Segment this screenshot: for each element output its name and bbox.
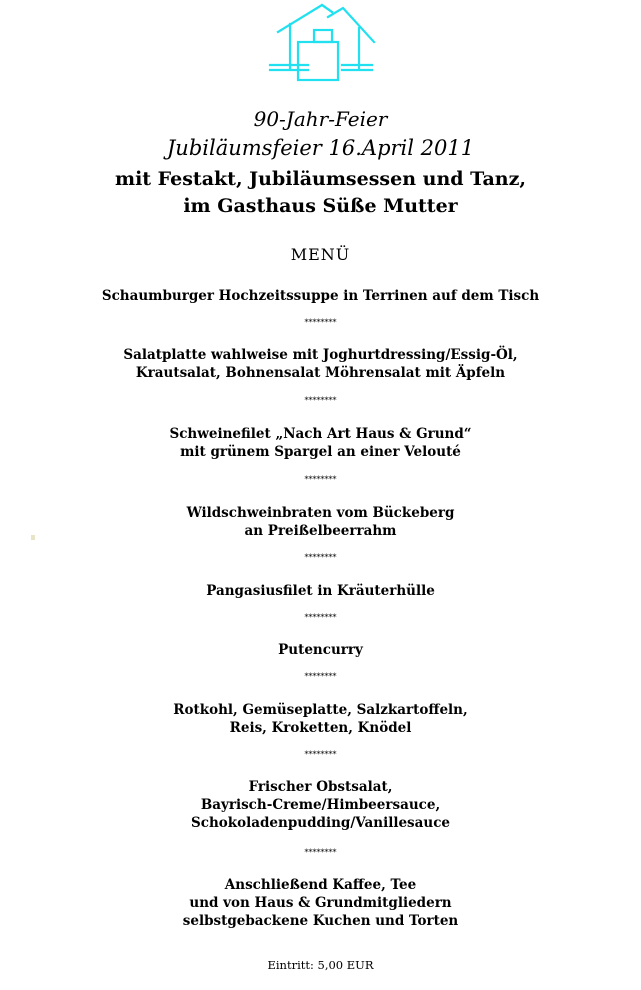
- separator: ********: [304, 848, 337, 857]
- separator: ********: [304, 553, 337, 562]
- course-line: an Preißelbeerrahm: [244, 523, 397, 539]
- course-line: Salatplatte wahlweise mit Joghurtdressing/Essig-Öl,: [123, 347, 518, 363]
- course-line: Schokoladenpudding/Vanillesauce: [190, 815, 451, 831]
- course-line: Wildschweinbraten vom Bückeberg: [186, 505, 455, 521]
- menu-course-dessert: [0, 778, 641, 832]
- menu-course-sides: [0, 701, 641, 737]
- course-line: Frischer Obstsalat,: [248, 779, 393, 795]
- event-title: 90-Jahr-Feier: [253, 107, 388, 131]
- admission-price: Eintritt: 5,00 EUR: [267, 958, 374, 972]
- scan-speck: [31, 535, 35, 540]
- course-line: Krautsalat, Bohnensalat Möhrensalat mit Äpfeln: [135, 365, 506, 381]
- house-logo-icon: [268, 2, 376, 84]
- course-line: Schweinefilet „Nach Art Haus & Grund“: [169, 426, 472, 442]
- event-location: im Gasthaus Süße Mutter: [183, 195, 458, 217]
- event-description: mit Festakt, Jubiläumsessen und Tanz,: [114, 168, 527, 190]
- course-line: Schaumburger Hochzeitssuppe in Terrinen auf dem Tisch: [101, 288, 540, 304]
- separator: ********: [304, 672, 337, 681]
- course-line: mit grünem Spargel an einer Velouté: [180, 444, 461, 460]
- menu-course-boar: [0, 504, 641, 540]
- menu-course-fish: [0, 582, 641, 600]
- course-line: Reis, Kroketten, Knödel: [229, 720, 412, 736]
- separator: ********: [304, 475, 337, 484]
- menu-title: MENÜ: [290, 245, 351, 264]
- course-line: Rotkohl, Gemüseplatte, Salzkartoffeln,: [173, 702, 468, 718]
- separator: ********: [304, 750, 337, 759]
- menu-course-pork: [0, 425, 641, 461]
- separator: ********: [304, 396, 337, 405]
- separator: ********: [304, 613, 337, 622]
- menu-course-curry: [0, 641, 641, 659]
- course-line: Bayrisch-Creme/Himbeersauce,: [200, 797, 441, 813]
- course-line: Pangasiusfilet in Kräuterhülle: [206, 583, 435, 599]
- event-subtitle: Jubiläumsfeier 16.April 2011: [166, 136, 475, 160]
- course-line: selbstgebackene Kuchen und Torten: [182, 913, 459, 929]
- course-line: Anschließend Kaffee, Tee: [224, 877, 417, 893]
- separator: ********: [304, 318, 337, 327]
- menu-course-salad: [0, 346, 641, 382]
- course-line: Putencurry: [278, 642, 363, 658]
- menu-course-soup: [0, 287, 641, 305]
- course-line: und von Haus & Grundmitgliedern: [189, 895, 452, 911]
- menu-course-coffee: [0, 876, 641, 930]
